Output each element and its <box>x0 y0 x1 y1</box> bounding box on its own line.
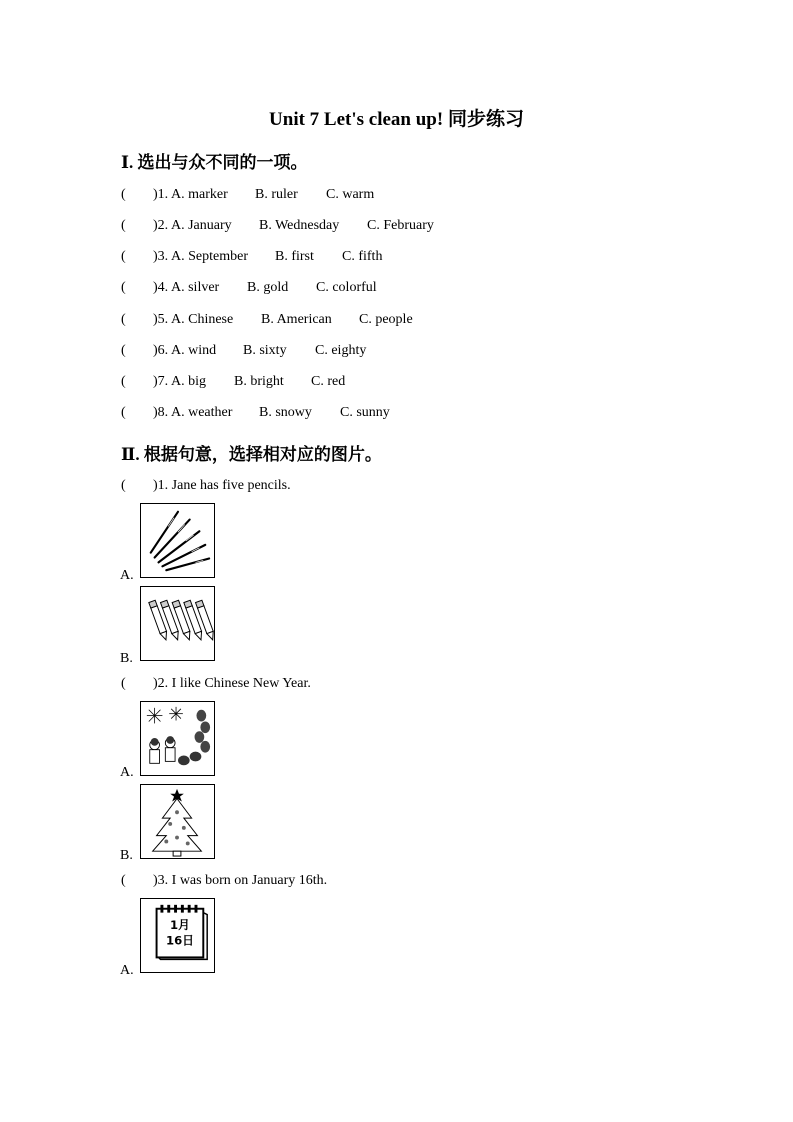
item-number: )5. <box>153 312 169 327</box>
option-a: A. marker <box>171 187 228 202</box>
option-c: C. sunny <box>340 405 390 420</box>
item-number: )4. <box>153 280 169 295</box>
option-b: B. American <box>261 312 332 327</box>
answer-paren[interactable]: ( <box>121 187 126 202</box>
option-b: B. snowy <box>259 405 312 420</box>
calendar-month: 1月 <box>170 918 190 933</box>
answer-paren[interactable]: ( <box>121 676 126 691</box>
christmas-tree-icon[interactable] <box>140 784 215 859</box>
option-letter: B. <box>120 651 133 666</box>
option-a: A. Chinese <box>171 312 234 327</box>
chinese-new-year-icon[interactable] <box>140 701 215 776</box>
section-2-heading: Ⅱ. 根据句意，选择相对应的图片。 <box>121 445 382 464</box>
option-a: A. big <box>171 374 206 389</box>
answer-paren[interactable]: ( <box>121 249 126 264</box>
option-c: C. warm <box>326 187 375 202</box>
item-number: )2. <box>153 218 169 233</box>
option-c: C. fifth <box>342 249 383 264</box>
page-title: Unit 7 Let's clean up! 同步练习 <box>269 109 524 130</box>
answer-paren[interactable]: ( <box>121 405 126 420</box>
option-b: B. first <box>275 249 314 264</box>
option-c: C. red <box>311 374 346 389</box>
option-a: A. silver <box>171 280 220 295</box>
option-c: C. February <box>367 218 434 233</box>
option-c: C. eighty <box>315 343 367 358</box>
option-b: B. bright <box>234 374 284 389</box>
question-text: )2. I like Chinese New Year. <box>153 676 311 691</box>
option-a: A. wind <box>171 343 217 358</box>
option-c: C. colorful <box>316 280 377 295</box>
question-text: )3. I was born on January 16th. <box>153 873 328 888</box>
answer-paren[interactable]: ( <box>121 374 126 389</box>
option-letter: A. <box>120 765 134 780</box>
item-number: )3. <box>153 249 169 264</box>
answer-paren[interactable]: ( <box>121 343 126 358</box>
option-b: B. gold <box>247 280 289 295</box>
answer-paren[interactable]: ( <box>121 873 126 888</box>
section-1-heading: Ⅰ. 选出与众不同的一项。 <box>121 153 308 172</box>
item-number: )7. <box>153 374 169 389</box>
option-b: B. Wednesday <box>259 218 340 233</box>
pens-icon[interactable] <box>140 503 215 578</box>
item-number: )1. <box>153 187 169 202</box>
option-c: C. people <box>359 312 413 327</box>
option-letter: A. <box>120 568 134 583</box>
calendar-day: 16日 <box>165 933 194 948</box>
option-letter: A. <box>120 963 134 978</box>
item-number: )6. <box>153 343 169 358</box>
question-text: )1. Jane has five pencils. <box>153 478 291 493</box>
option-b: B. sixty <box>243 343 287 358</box>
answer-paren[interactable]: ( <box>121 478 126 493</box>
option-a: A. weather <box>171 405 233 420</box>
option-b: B. ruler <box>255 187 298 202</box>
answer-paren[interactable]: ( <box>121 280 126 295</box>
option-letter: B. <box>120 848 133 863</box>
calendar-icon[interactable] <box>140 898 215 973</box>
pencils-icon[interactable] <box>140 586 215 661</box>
item-number: )8. <box>153 405 169 420</box>
option-a: A. September <box>171 249 248 264</box>
answer-paren[interactable]: ( <box>121 312 126 327</box>
answer-paren[interactable]: ( <box>121 218 126 233</box>
option-a: A. January <box>171 218 232 233</box>
